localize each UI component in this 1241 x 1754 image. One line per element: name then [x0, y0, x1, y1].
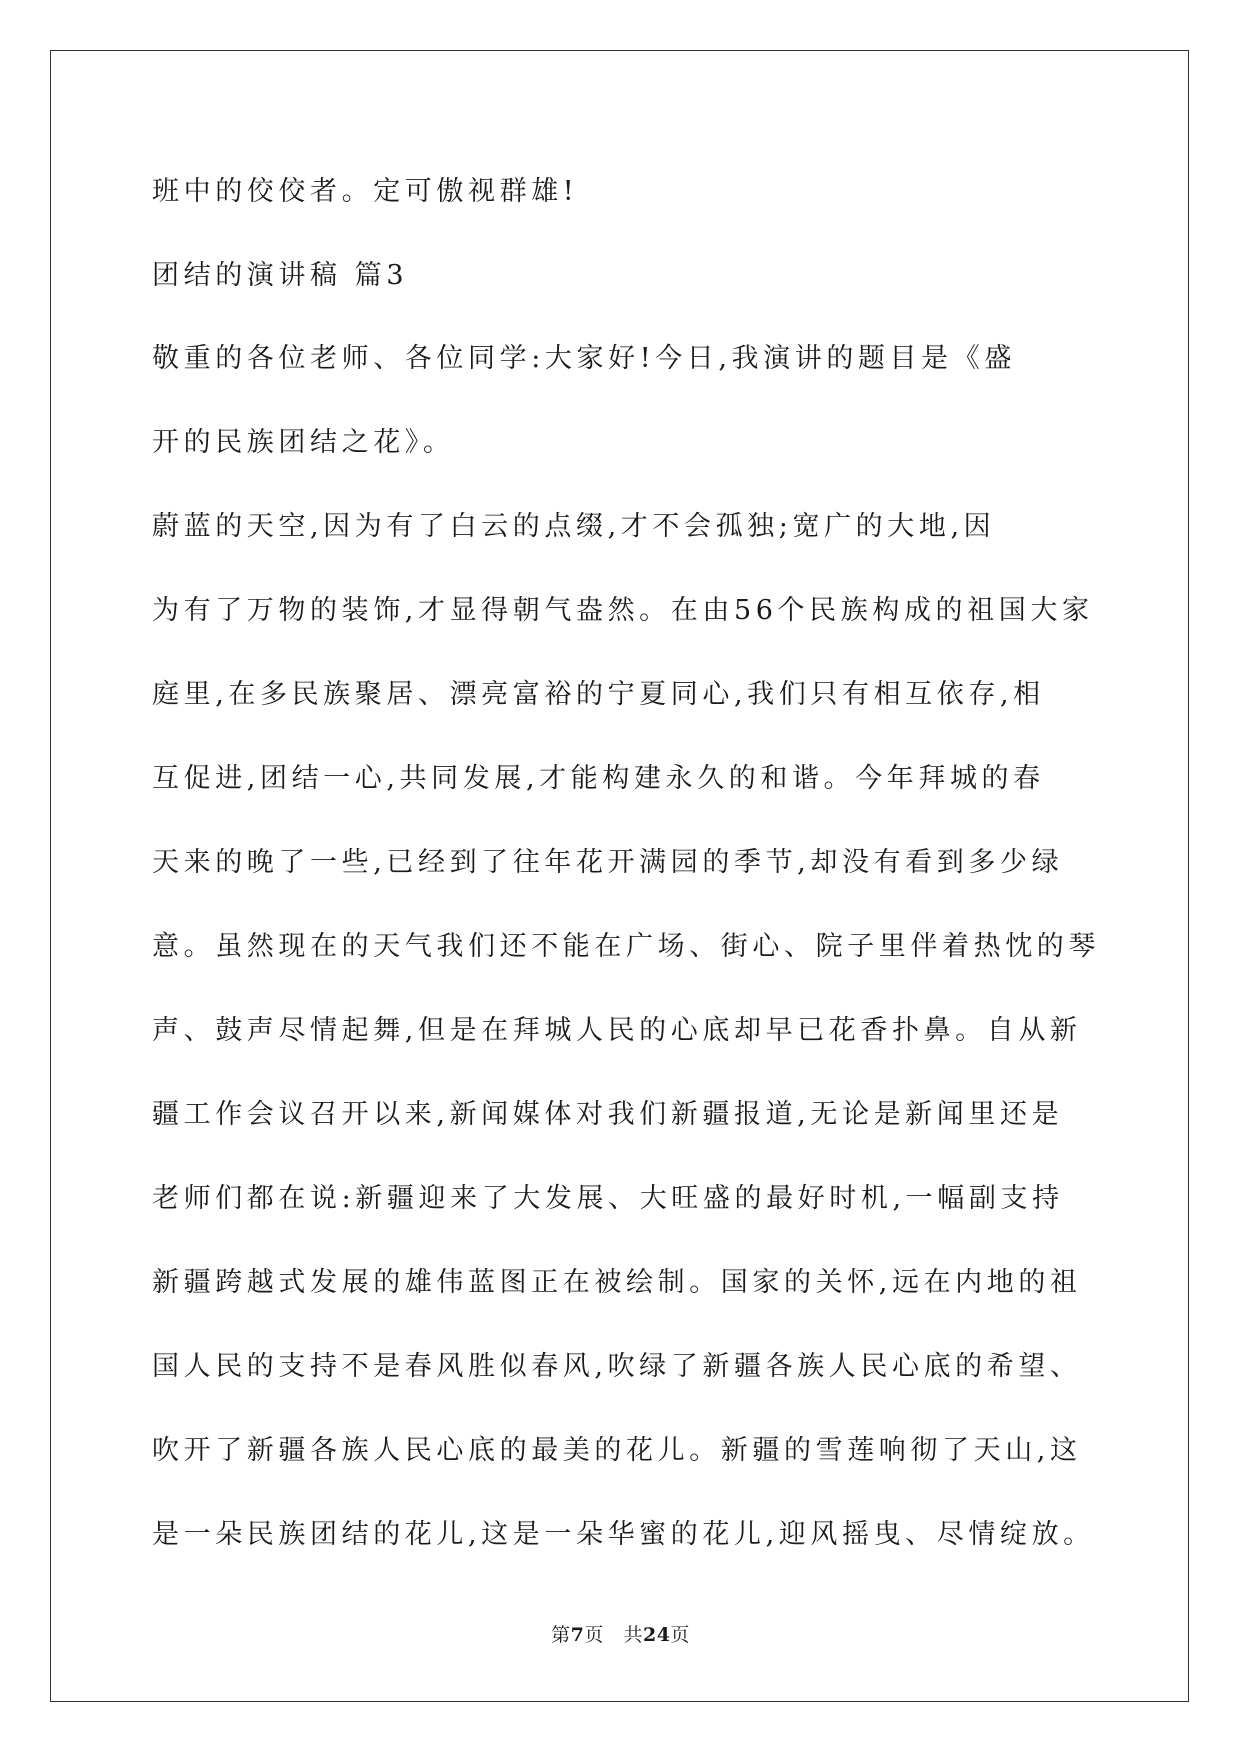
text-line: 班中的佼佼者。定可傲视群雄! [152, 176, 579, 207]
text-line: 国人民的支持不是春风胜似春风,吹绿了新疆各族人民心底的希望、 [152, 1351, 1082, 1382]
footer-page-label: 页 [584, 1624, 604, 1646]
text-line: 互促进,团结一心,共同发展,才能构建永久的和谐。今年拜城的春 [152, 763, 1045, 794]
text-line: 新疆跨越式发展的雄伟蓝图正在被绘制。国家的关怀,远在内地的祖 [152, 1267, 1082, 1298]
text-line: 开的民族团结之花》。 [152, 427, 455, 458]
total-pages-number: 24 [642, 1624, 671, 1646]
text-line: 吹开了新疆各族人民心底的最美的花儿。新疆的雪莲响彻了天山,这 [152, 1435, 1082, 1466]
current-page-number: 7 [570, 1624, 585, 1646]
text-line: 疆工作会议召开以来,新闻媒体对我们新疆报道,无论是新闻里还是 [152, 1099, 1064, 1130]
footer-total-prefix: 共 [623, 1624, 643, 1646]
section-heading: 团结的演讲稿 篇3 [152, 260, 409, 291]
page-footer [0, 1620, 1241, 1647]
text-line: 蔚蓝的天空,因为有了白云的点缀,才不会孤独;宽广的大地,因 [152, 511, 996, 542]
footer-prefix: 第 [551, 1624, 571, 1646]
footer-total-label: 页 [670, 1624, 690, 1646]
text-line: 是一朵民族团结的花儿,这是一朵华蜜的花儿,迎风摇曳、尽情绽放。 [152, 1519, 1095, 1550]
text-line: 天来的晚了一些,已经到了往年花开满园的季节,却没有看到多少绿 [152, 847, 1064, 878]
text-line: 庭里,在多民族聚居、漂亮富裕的宁夏同心,我们只有相互依存,相 [152, 679, 1045, 710]
text-line: 敬重的各位老师、各位同学:大家好!今日,我演讲的题目是《盛 [152, 343, 1016, 374]
text-line: 为有了万物的装饰,才显得朝气盎然。在由56个民族构成的祖国大家 [152, 595, 1094, 626]
text-line: 意。虽然现在的天气我们还不能在广场、街心、院子里伴着热忱的琴 [152, 931, 1100, 962]
text-line: 老师们都在说:新疆迎来了大发展、大旺盛的最好时机,一幅副支持 [152, 1183, 1064, 1214]
text-line: 声、鼓声尽情起舞,但是在拜城人民的心底却早已花香扑鼻。自从新 [152, 1015, 1082, 1046]
